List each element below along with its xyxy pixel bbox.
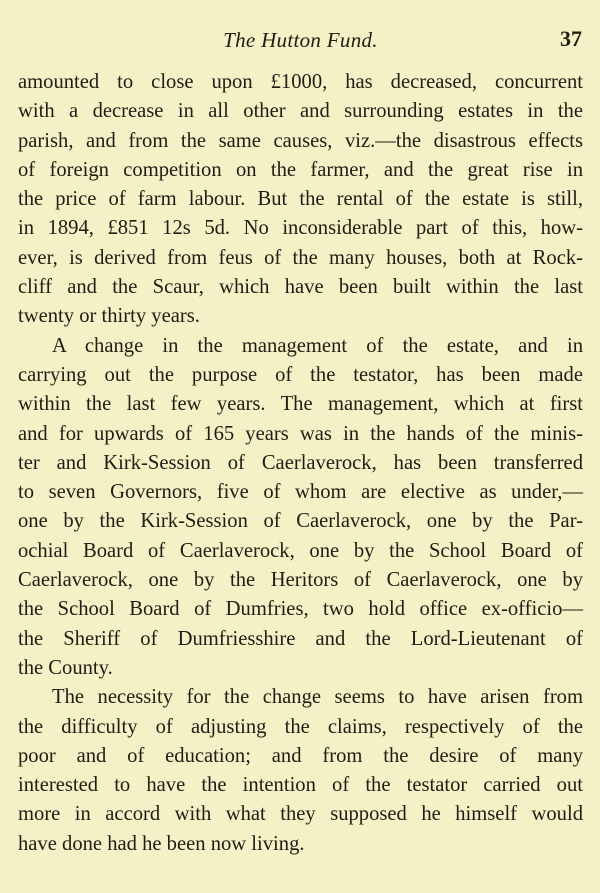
paragraph-1-line-8: cliff and the Scaur, which have been built within the last — [18, 276, 583, 299]
book-page — [18, 18, 583, 876]
page-number: 37 — [560, 26, 582, 51]
paragraph-3-line-3: poor and of education; and from the desire of many — [18, 744, 583, 767]
paragraph-2-line-10: the School Board of Dumfries, two hold office ex-officio— — [18, 598, 583, 621]
paragraph-1-line-9: twenty or thirty years. — [18, 305, 200, 328]
paragraph-1-line-7: ever, is derived from feus of the many houses, both at Rock- — [18, 246, 583, 269]
paragraph-2-line-12: the County. — [18, 656, 113, 679]
paragraph-2-line-1: A change in the management of the estate, and in — [52, 334, 583, 357]
paragraph-2-line-7: one by the Kirk-Session of Caerlaverock, one by the Par- — [18, 510, 583, 533]
paragraph-2-line-11: the Sheriff of Dumfriesshire and the Lord-Lieutenant of — [18, 627, 583, 650]
paragraph-3-line-4: interested to have the intention of the testator carried out — [18, 774, 583, 797]
paragraph-3-line-5: more in accord with what they supposed he himself would — [18, 803, 583, 826]
paragraph-2-line-5: ter and Kirk-Session of Caerlaverock, has been transferred — [18, 451, 583, 474]
paragraph-1-line-3: parish, and from the same causes, viz.—the disastrous effects — [18, 129, 583, 152]
paragraph-2-line-9: Caerlaverock, one by the Heritors of Caerlaverock, one by — [18, 569, 583, 592]
page-header — [18, 18, 583, 58]
paragraph-1-line-4: of foreign competition on the farmer, and the great rise in — [18, 158, 583, 181]
paragraph-1-line-5: the price of farm labour. But the rental of the estate is still, — [18, 188, 583, 211]
paragraph-3-line-6: have done had he been now living. — [18, 832, 305, 855]
running-title: The Hutton Fund. — [223, 28, 378, 52]
paragraph-2-line-3: within the last few years. The management, which at first — [18, 393, 583, 416]
paragraph-1-line-6: in 1894, £851 12s 5d. No inconsiderable part of this, how- — [18, 217, 583, 240]
paragraph-2-line-6: to seven Governors, five of whom are elective as under,— — [18, 481, 583, 504]
body-text — [18, 68, 583, 859]
paragraph-3-line-2: the difficulty of adjusting the claims, respectively of the — [18, 715, 583, 738]
paragraph-2-line-2: carrying out the purpose of the testator, has been made — [18, 363, 583, 386]
paragraph-1-line-2: with a decrease in all other and surrounding estates in the — [18, 100, 583, 123]
paragraph-2-line-8: ochial Board of Caerlaverock, one by the School Board of — [18, 539, 583, 562]
paragraph-1-line-1: amounted to close upon £1000, has decreased, concurrent — [18, 71, 583, 93]
paragraph-2-line-4: and for upwards of 165 years was in the hands of the minis- — [18, 422, 583, 445]
paragraph-3-line-1: The necessity for the change seems to have arisen from — [52, 686, 583, 709]
